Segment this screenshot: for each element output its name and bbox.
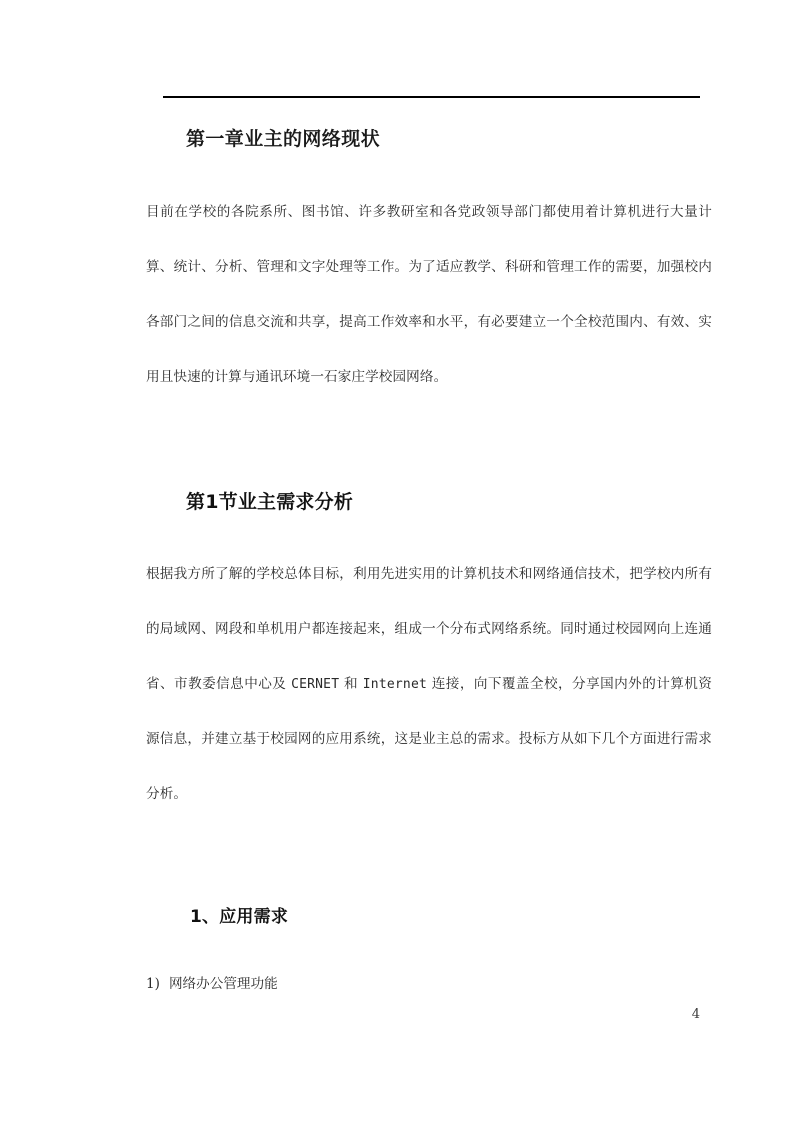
latin-term-cernet: CERNET	[291, 677, 340, 692]
section-paragraph-part1: 根据我方所了解的学校总体目标，利用先进实用的计算机技术和网络通信技术，把学校内所有的局域网、网段和单机用户都连接起来，组成一个分布式网络系统。同时通过校园网向上连通省、市教委信息中心及	[146, 566, 712, 692]
subsection-heading: 1、应用需求	[190, 907, 289, 927]
spacer	[146, 822, 712, 903]
section-paragraph-part3: 连接，向下覆盖全校，分享国内外的计算机资源信息，并建立基于校园网的应用系统，这是业主总的需求。投标方从如下几个方面进行需求分析。	[146, 676, 713, 802]
document-content	[146, 124, 712, 998]
list-item-label: 网络办公管理功能	[168, 976, 278, 992]
section-paragraph	[146, 547, 712, 822]
list-item-marker: 1)	[146, 976, 160, 992]
spacer	[146, 931, 712, 970]
section-heading: 第1节业主需求分析	[186, 491, 354, 513]
header-rule	[163, 96, 700, 98]
page-number: 4	[691, 1007, 700, 1022]
spacer	[146, 154, 712, 185]
latin-term-internet: Internet	[362, 677, 427, 692]
spacer	[146, 405, 712, 487]
section-paragraph-part2: 和	[339, 676, 363, 692]
list-item	[146, 970, 712, 998]
spacer	[146, 517, 712, 547]
chapter-paragraph: 目前在学校的各院系所、图书馆、许多教研室和各党政领导部门都使用着计算机进行大量计算、统计、分析、管理和文字处理等工作。为了适应教学、科研和管理工作的需要，加强校内各部门之间的信息交流和共享，提高工作效率和水平，有必要建立一个全校范围内、有效、实用且快速的计算与通讯环境一石家庄学校园网络。	[146, 204, 712, 385]
chapter-heading: 第一章业主的网络现状	[186, 128, 381, 150]
